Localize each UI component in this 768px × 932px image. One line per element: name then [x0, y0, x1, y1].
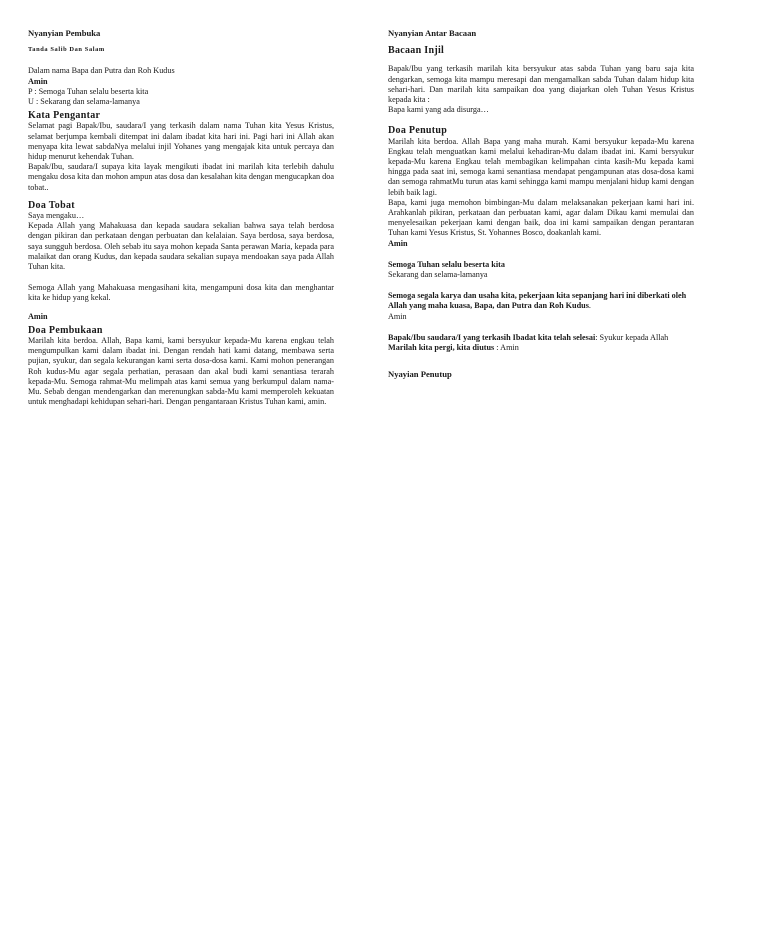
right-column [388, 28, 694, 379]
penitence-intro: Saya mengaku… [28, 211, 85, 221]
left-column [28, 28, 334, 408]
amin-response: Amin [28, 76, 48, 86]
our-father-text: Bapa kami yang ada disurga… [388, 105, 489, 115]
interlude-song-heading: Nyanyian Antar Bacaan [388, 28, 477, 38]
sign-of-cross-heading: Tanda Salib Dan Salam [28, 46, 105, 54]
absolution-text: Semoga Allah yang Mahakuasa mengasihani kita, mengampuni dosa kita dan menghantar kita ke hidup yang kekal. [28, 283, 334, 303]
gospel-intro: Bapak/Ibu yang terkasih marilah kita bersyukur atas sabda Tuhan yang baru saja kita dengarkan, semoga kita mampu meresapi dan mengamalkan sabda Tuhan dalam hidup kita sehari-hari. Dan marilah kita sampaikan doa yang diajarkan oleh Tuhan Yesus Kristus kepada kita : [388, 64, 694, 105]
sending [388, 343, 694, 353]
intro-heading: Kata Pengantar [28, 110, 101, 122]
people-response: U : Sekarang dan selama-lamanya [28, 97, 140, 107]
opening-song-heading: Nyanyian Pembuka [28, 28, 101, 38]
dismissal-text: Bapak/Ibu saudara/I yang terkasih Ibadat kita telah selesai [388, 332, 596, 342]
blessing-response: Sekarang dan selama-lamanya [388, 270, 488, 280]
amin-response: Amin [28, 311, 48, 321]
work-blessing [388, 291, 694, 311]
closing-prayer-heading: Doa Penutup [388, 125, 448, 137]
opening-prayer-text: Marilah kita berdoa. Allah, Bapa kami, kami bersyukur kepada-Mu karena engkau telah mengumpulkan kami dalam ibadat ini. Dengan rendah hati kami datang, membawa serta pujian, syukur, dan segala kekurangan kami serta dosa-dosa kami. Kami mohon penerangan Roh kudus-Mu agar segala perhatian, perasaan dan akal budi kami senantiasa terarah kepada-Mu. Semoga rahmat-Mu melimpah atas kami semua yang berkumpul dalam nama-Mu. Sebab dengan mendengarkan dan merenungkan sabda-Mu kami memperoleh kekuatan untuk menghadapi kehidupan sehari-hari. Dengan pengantaraan Kristus Tuhan kami, amin. [28, 336, 334, 407]
sending-response: : Amin [494, 343, 519, 353]
sending-text: Marilah kita pergi, kita diutus [388, 343, 495, 353]
work-blessing-text: Semoga segala karya dan usaha kita, pekerjaan kita sepanjang hari ini diberkati oleh Allah yang maha kuasa, Bapa, dan Putra dan Roh Kudus [388, 291, 687, 311]
work-blessing-end: . [588, 301, 591, 311]
blessing-line: Semoga Tuhan selalu beserta kita [388, 259, 505, 269]
intro-paragraph-2: Bapak/Ibu, saudara/I supaya kita layak mengikuti ibadat ini marilah kita terlebih dahulu mengaku dosa kita dan mohon ampun atas dosa dan kesalahan kita dengan mengucapkan doa tobat.. [28, 162, 334, 192]
priest-greeting: P : Semoga Tuhan selalu beserta kita [28, 86, 149, 96]
amin-response: Amin [388, 238, 408, 248]
opening-prayer-heading: Doa Pembukaan [28, 324, 103, 336]
closing-prayer-text-2: Bapa, kami juga memohon bimbingan-Mu dalam melaksanakan pekerjaan kami hari ini. Arahkanlah pikiran, perkataan dan perbuatan kami, agar dalam Dikau kami memulai dan menyelesaikan pekerjaan kami dengan baik, doa ini kami sampaikan dengan perantaran Tuhan kami Yesus Kristus, St. Yohannes Bosco, doakanlah kami. [388, 197, 694, 238]
dismissal-response: : Syukur kepada Allah [595, 332, 669, 342]
dismissal [388, 333, 694, 343]
closing-prayer-text: Marilah kita berdoa. Allah Bapa yang maha murah. Kami bersyukur kepada-Mu karena Engkau telah menguatkan kami melalui kehadiran-Mu dalam ibadat ini. Kami bersyukur kepada-Mu karena Engkau telah membagikan kelimpahan cinta kasih-Mu kepada kami hingga pada saat ini, semoga kami senantiasa mendapat pengampunan atas dosa-dosa kami dan semoga rahmatMu turun atas kami sehingga kami mampu menjalani hidup kami dengan lebih baik lagi. [388, 136, 694, 197]
gospel-heading: Bacaan Injil [388, 45, 445, 57]
intro-paragraph: Selamat pagi Bapak/Ibu, saudara/I yang terkasih dalam nama Tuhan kita Yesus Kristus, selamat berjumpa kembali ditempat ini dalam ibadat kita hari ini. Pagi hari ini Allah akan menyapa kita lewat sabdaNya melalui injil Yohanes yang mengajak kita untuk percaya dan hidup menurut kehendak Tuhan. [28, 121, 334, 162]
penitence-text: Kepada Allah yang Mahakuasa dan kepada saudara sekalian bahwa saya telah berdosa dengan pikiran dan perkataan dengan perbuatan dan kelalaian. Saya berdosa, saya berdosa, saya sungguh berdosa. Oleh sebab itu saya mohon kepada Santa perawan Maria, kepada para malaikat dan orang Kudus, dan kepada saudara sekalian supaya mendoakan saya pada Allah Tuhan kita. [28, 221, 334, 272]
closing-song-heading: Nyayian Penutup [388, 369, 452, 380]
invocation-text: Dalam nama Bapa dan Putra dan Roh Kudus [28, 66, 175, 76]
amin-response: Amin [388, 311, 407, 321]
penitence-heading: Doa Tobat [28, 199, 75, 211]
